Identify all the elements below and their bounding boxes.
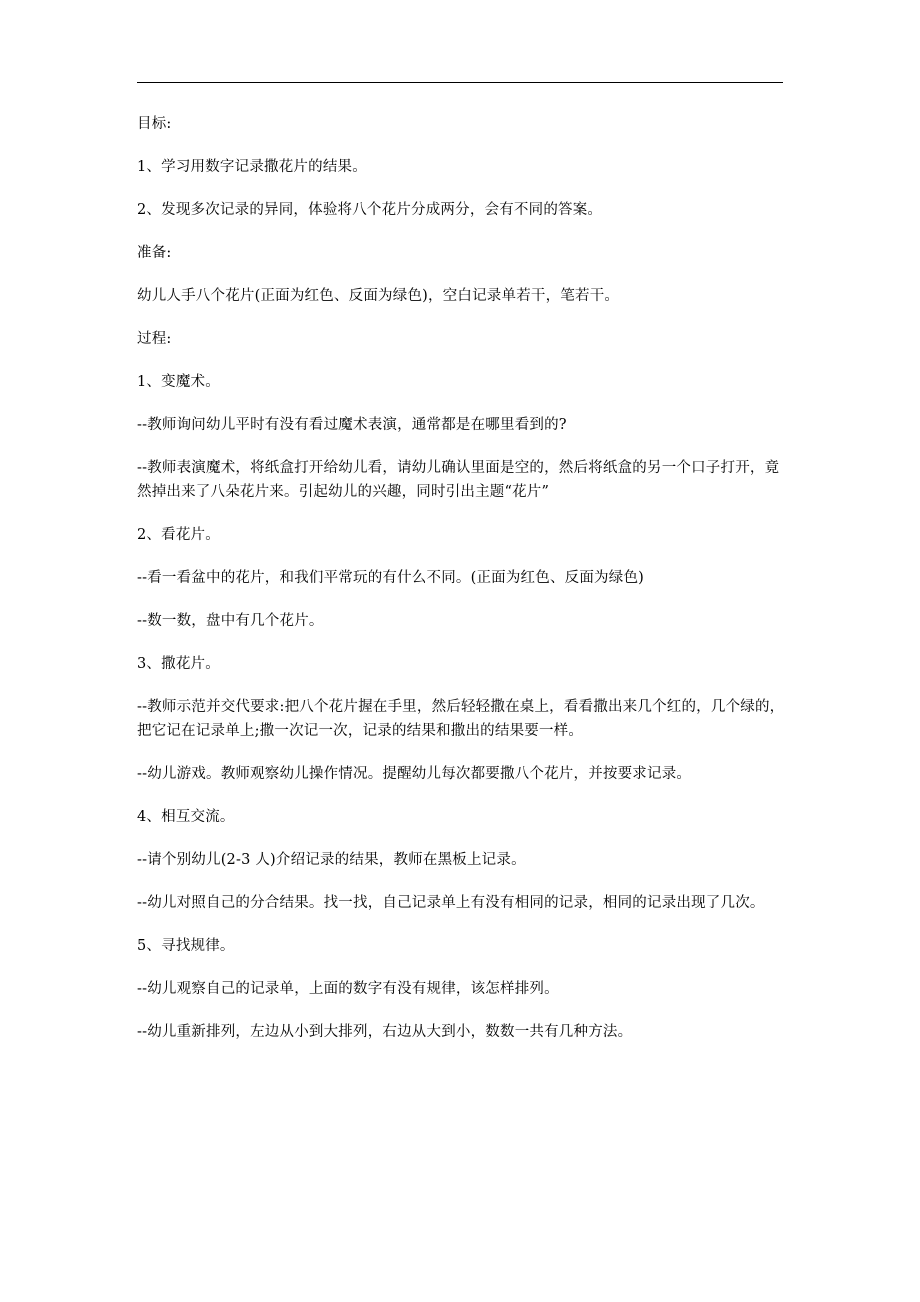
paragraph-step-4-item-1: --请个别幼儿(2-3 人)介绍记录的结果，教师在黑板上记录。: [137, 852, 526, 868]
paragraph-step-2-item-1: --看一看盆中的花片，和我们平常玩的有什么不同。(正面为红色、反面为绿色): [137, 570, 645, 586]
paragraph-step-3-title: 3、撒花片。: [137, 656, 220, 672]
paragraph-step-5-title: 5、寻找规律。: [137, 938, 235, 954]
paragraph-step-4-item-2: --幼儿对照自己的分合结果。找一找，自己记录单上有没有相同的记录，相同的记录出现了几次。: [137, 895, 765, 911]
paragraph-goal-heading: 目标:: [137, 116, 172, 132]
paragraph-process-heading: 过程:: [137, 331, 172, 347]
paragraph-step-1-item-2: --教师表演魔术，将纸盒打开给幼儿看，请幼儿确认里面是空的，然后将纸盒的另一个口子打开，竟然掉出来了八朵花片来。引起幼儿的兴趣，同时引出主题“花片”: [137, 460, 780, 500]
paragraph-step-3-item-2: --幼儿游戏。教师观察幼儿操作情况。提醒幼儿每次都要撒八个花片，并按要求记录。: [137, 766, 692, 782]
paragraph-step-4-title: 4、相互交流。: [137, 809, 235, 825]
paragraph-step-1-item-1: --教师询问幼儿平时有没有看过魔术表演，通常都是在哪里看到的?: [137, 417, 567, 433]
paragraph-step-2-title: 2、看花片。: [137, 527, 220, 543]
document-body: [137, 112, 785, 1063]
paragraph-goal-2: 2、发现多次记录的异同，体验将八个花片分成两分，会有不同的答案。: [137, 202, 603, 218]
paragraph-step-5-item-2: --幼儿重新排列，左边从小到大排列，右边从大到小，数数一共有几种方法。: [137, 1024, 633, 1040]
paragraph-goal-1: 1、学习用数字记录撒花片的结果。: [137, 159, 367, 175]
paragraph-step-3-item-1: --教师示范并交代要求:把八个花片握在手里，然后轻轻撒在桌上，看看撒出来几个红的，几个绿的，把它记在记录单上;撒一次记一次，记录的结果和撒出的结果要一样。: [137, 699, 785, 739]
paragraph-step-2-item-2: --数一数，盘中有几个花片。: [137, 613, 324, 629]
paragraph-step-1-title: 1、变魔术。: [137, 374, 220, 390]
paragraph-preparation-text: 幼儿人手八个花片(正面为红色、反面为绿色)，空白记录单若干，笔若干。: [137, 288, 620, 304]
paragraph-step-5-item-1: --幼儿观察自己的记录单，上面的数字有没有规律，该怎样排列。: [137, 981, 559, 997]
header-rule: [137, 82, 783, 83]
paragraph-preparation-heading: 准备:: [137, 245, 172, 261]
